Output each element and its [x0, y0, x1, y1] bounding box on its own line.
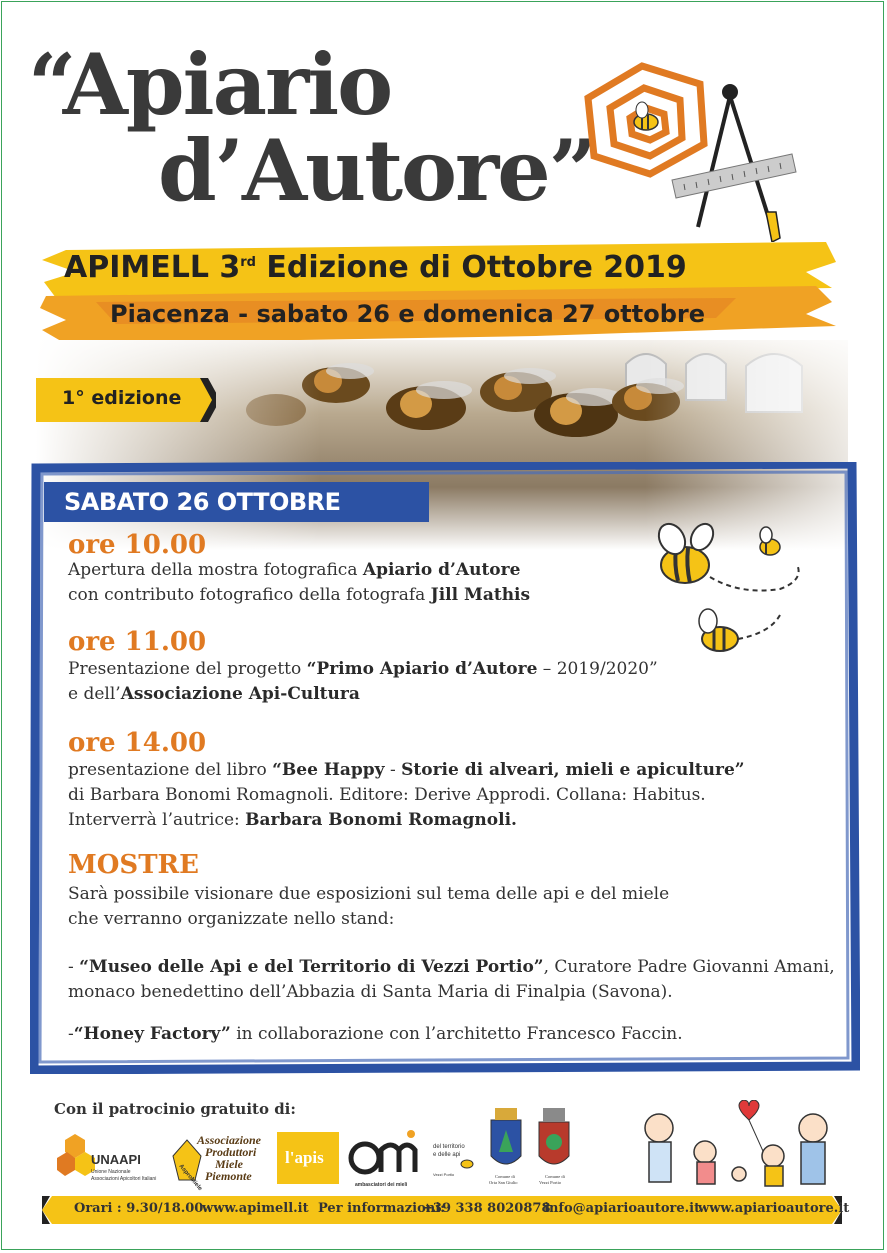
- event-location: Piacenza - sabato 26 e domenica 27 ottobre: [110, 300, 706, 328]
- event-3-line-3: [68, 808, 517, 833]
- event-2-line-1: [68, 657, 658, 682]
- day-header: [44, 482, 429, 522]
- mostre-item-1-title: “Museo delle Api e del Territorio di Vezzi Portio”: [79, 957, 544, 977]
- unaapi-subtitle-1: Unione Nazionale: [91, 1169, 131, 1175]
- event-1-credit: con contributo fotografico della fotografa: [68, 585, 431, 605]
- mostre-intro-2: che verranno organizzate nello stand:: [68, 909, 395, 929]
- event-2-desc: Presentazione del progetto: [68, 659, 307, 679]
- aspromiele-line-4: Piemonte: [205, 1169, 252, 1183]
- event-2-project: “Primo Apiario d’Autore: [306, 659, 538, 679]
- event-3-time: ore 14.00: [68, 728, 207, 758]
- ambasciatori-caption: ambasciatori dei mieli: [355, 1182, 408, 1188]
- comune-vezzi-name: Vezzi Portio: [539, 1180, 562, 1185]
- event-3-sep: -: [384, 760, 402, 780]
- mostre-intro-1: Sarà possibile visionare due esposizioni sul tema delle api e del miele: [68, 884, 670, 904]
- comune-vezzi-label: Comune di: [545, 1174, 565, 1179]
- website-apimell-link[interactable]: www.apimell.it: [202, 1201, 309, 1216]
- territorio-line-1: del territorio: [433, 1144, 465, 1150]
- edition-name: APIMELL 3: [64, 250, 241, 285]
- edition-heading: [64, 250, 844, 285]
- event-1-photographer: Jill Mathis: [430, 585, 531, 605]
- mostre-heading: MOSTRE: [68, 850, 199, 880]
- mostre-item-1-dash: -: [68, 957, 80, 977]
- hexagon-compass-logo: [580, 62, 805, 242]
- mostre-item-2-dash: -: [68, 1024, 74, 1044]
- event-3-speaker: Barbara Bonomi Romagnoli.: [245, 810, 517, 830]
- phone-number[interactable]: +39 338 8020878: [422, 1201, 551, 1216]
- ruler-icon: [672, 154, 796, 198]
- event-1-line-2: [68, 583, 530, 608]
- event-1-time: ore 10.00: [68, 530, 207, 560]
- patron-logos: [55, 1100, 855, 1195]
- edition-badge-label: 1° edizione: [62, 387, 182, 409]
- comune-orta-crest: [489, 1108, 521, 1185]
- territorio-line-2: e delle api: [433, 1152, 461, 1158]
- event-2-time: ore 11.00: [68, 627, 207, 657]
- edition-ordinal: rd: [240, 255, 256, 270]
- unaapi-logo: [57, 1134, 156, 1182]
- comune-orta-label: Comune di: [495, 1174, 515, 1179]
- event-2-line-2: [68, 682, 360, 707]
- mostre-item-1-curator: , Curatore Padre Giovanni Amani,: [543, 957, 835, 977]
- event-2-association: Associazione Api-Cultura: [120, 684, 360, 704]
- unaapi-subtitle-2: Associazioni Apicoltori Italiani: [91, 1176, 157, 1182]
- event-1-desc: Apertura della mostra fotografica: [68, 560, 363, 580]
- mostre-item-2: [68, 1022, 683, 1047]
- event-2-years: – 2019/2020”: [537, 659, 658, 679]
- event-3-line-1: [68, 758, 745, 783]
- edition-date: Edizione di Ottobre 2019: [255, 250, 687, 285]
- territorio-line-3: Vezzi Portio: [433, 1172, 455, 1177]
- aspromiele-line-2: Produttori: [205, 1145, 257, 1159]
- mostre-item-1: [68, 955, 835, 980]
- aspromiele-brand: AsproMiele: [177, 1163, 203, 1193]
- patronage-label: Con il patrocinio gratuito di:: [54, 1100, 296, 1118]
- event-1-line-1: [68, 558, 520, 583]
- day-header-label: SABATO 26 OTTOBRE: [64, 488, 341, 516]
- cartoon-bees-illustration: [630, 515, 810, 665]
- email-link[interactable]: info@apiarioautore.it: [544, 1201, 701, 1216]
- aspromiele-logo: [173, 1130, 265, 1193]
- edition-badge-label-wrap: [36, 378, 216, 422]
- event-3-book: “Bee Happy: [272, 760, 385, 780]
- mostre-item-2-desc: in collaborazione con l’architetto Francesco Faccin.: [230, 1024, 683, 1044]
- page-title: [28, 35, 596, 220]
- mostre-item-2-title: “Honey Factory”: [73, 1024, 231, 1044]
- bee-icon-medium: [699, 609, 738, 651]
- family-illustration: [645, 1100, 827, 1186]
- event-3-line-2: di Barbara Bonomi Romagnoli. Editore: Derive Approdi. Collana: Habitus.: [68, 785, 706, 805]
- website-apiarioautore-link[interactable]: www.apiarioautore.it: [698, 1201, 850, 1216]
- event-2-conj: e dell’: [68, 684, 121, 704]
- aspromiele-line-3: Miele: [215, 1157, 243, 1171]
- event-3-subtitle: Storie di alveari, mieli e apiculture”: [401, 760, 745, 780]
- ambasciatori-mieli-logo: [351, 1130, 415, 1188]
- compass-icon: [698, 86, 770, 227]
- aspromiele-line-1: Associazione: [197, 1133, 262, 1147]
- event-1-title: Apiario d’Autore: [362, 560, 521, 580]
- comune-orta-name: Orta San Giulio: [489, 1180, 518, 1185]
- info-label: Per informazioni:: [318, 1201, 445, 1216]
- bee-icon-small: [760, 527, 780, 555]
- lapis-logo: [277, 1132, 339, 1184]
- territorio-api-logo: [433, 1144, 473, 1177]
- title-line-2: d’Autore”: [158, 121, 596, 220]
- opening-hours: Orari : 9.30/18.00: [74, 1201, 204, 1216]
- event-3-desc: presentazione del libro: [68, 760, 273, 780]
- mostre-item-1-line-2: monaco benedettino dell’Abbazia di Santa Maria di Finalpia (Savona).: [68, 982, 673, 1002]
- event-3-speaker-label: Interverrà l’autrice:: [68, 810, 246, 830]
- bee-icon: [634, 102, 658, 130]
- title-line-1: “Apiario: [28, 35, 392, 134]
- bee-icon-large: [654, 519, 718, 583]
- footer-info: [42, 1196, 850, 1224]
- unaapi-name: UNAAPI: [91, 1152, 141, 1167]
- lapis-wordmark: l'apis: [285, 1148, 324, 1167]
- comune-vezzi-crest: [539, 1108, 569, 1185]
